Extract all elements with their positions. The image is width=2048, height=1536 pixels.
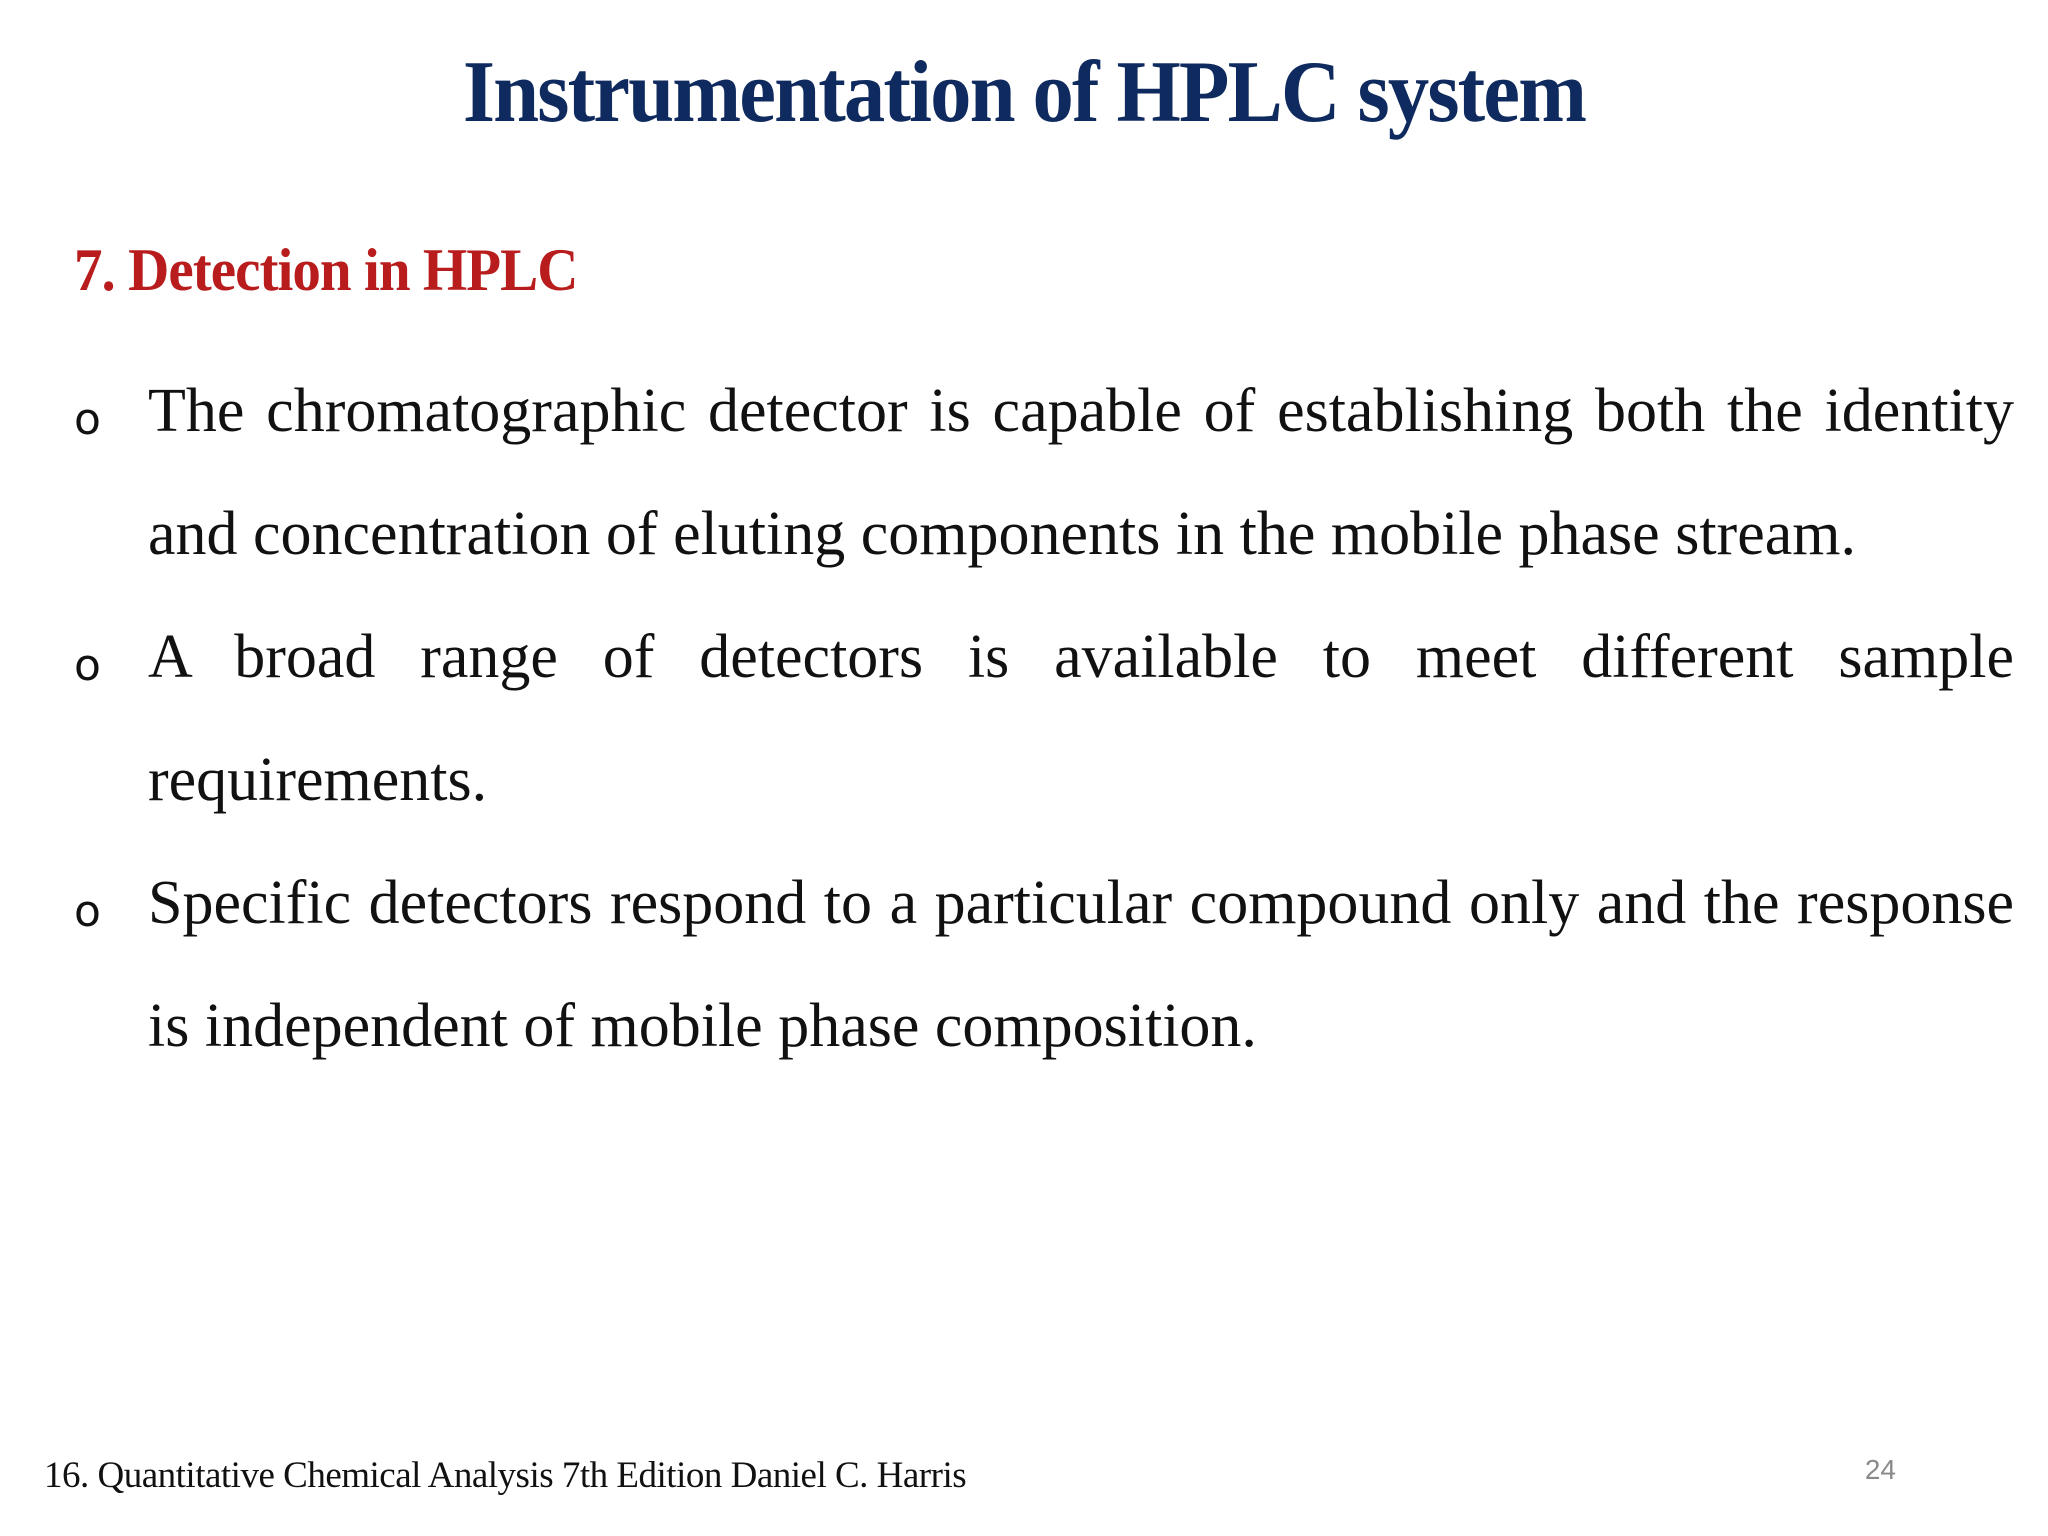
bullet-item	[74, 596, 2014, 842]
bullet-text: Specific detectors respond to a particular compound only and the response is independent of mobile phase composition.	[148, 869, 2014, 1060]
bullet-text: A broad range of detectors is available to meet different sample requirements.	[148, 623, 2014, 814]
bullet-text: The chromatographic detector is capable of establishing both the identity and concentration of eluting components in the mobile phase stream.	[148, 377, 2014, 568]
bullet-item	[74, 350, 2014, 596]
page-number: 24	[1864, 1454, 1896, 1485]
bullet-list	[74, 350, 2014, 1088]
bullet-marker-icon: o	[74, 886, 101, 937]
section-heading: 7. Detection in HPLC	[74, 237, 578, 303]
bullet-marker-icon: o	[74, 640, 101, 691]
bullet-marker-icon: o	[74, 394, 101, 445]
bullet-item	[74, 842, 2014, 1088]
footer-reference: 16. Quantitative Chemical Analysis 7th Edition Daniel C. Harris	[44, 1455, 967, 1496]
slide-title: Instrumentation of HPLC system	[462, 44, 1586, 141]
